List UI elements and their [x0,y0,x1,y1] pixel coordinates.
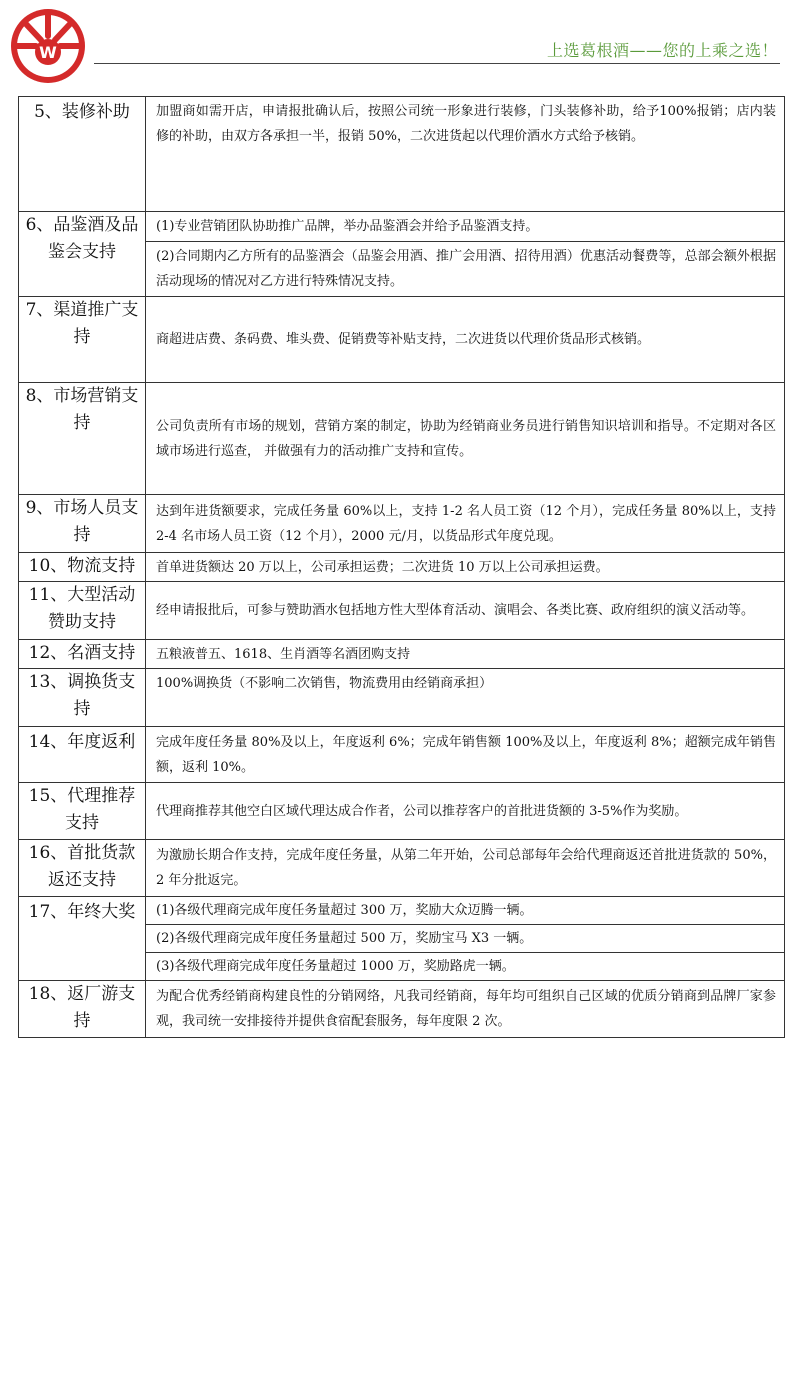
table-row [19,297,785,383]
row-content: 为激励长期合作支持，完成年度任务量，从第二年开始，公司总部每年会给代理商返还首批进货款的 50%，2 年分批返完。 [146,840,785,897]
table-row [19,212,785,242]
table-row [19,640,785,669]
table-row [19,669,785,727]
row-content: 经申请报批后，可参与赞助酒水包括地方性大型体育活动、演唱会、各类比赛、政府组织的演义活动等。 [146,582,785,640]
row-content: (2)各级代理商完成年度任务量超过 500 万，奖励宝马 X3 一辆。 [146,925,785,953]
table-row [19,783,785,840]
row-content: 完成年度任务量 80%及以上，年度返利 6%；完成年销售额 100%及以上，年度返利 8%；超额完成年销售额，返利 10%。 [146,727,785,783]
logo-letter: W [39,43,57,62]
table-row [19,553,785,582]
row-label: 16、首批货款返还支持 [19,840,146,897]
table-row [19,582,785,640]
table-row [19,981,785,1038]
row-content: (1)各级代理商完成年度任务量超过 300 万，奖励大众迈腾一辆。 [146,897,785,925]
row-content: 100%调换货（不影响二次销售，物流费用由经销商承担） [146,669,785,727]
row-label: 12、名酒支持 [19,640,146,669]
row-label: 10、物流支持 [19,553,146,582]
row-label: 7、渠道推广支持 [19,297,146,383]
row-content: 达到年进货额要求，完成任务量 60%以上，支持 1-2 名人员工资（12 个月），完成任务量 80%以上，支持 2-4 名市场人员工资（12 个月），2000 元/月，以货品形式年度兑现。 [146,495,785,553]
row-content: 首单进货额达 20 万以上，公司承担运费；二次进货 10 万以上公司承担运费。 [146,553,785,582]
header-divider [94,63,780,64]
table-row [19,840,785,897]
row-label: 11、大型活动赞助支持 [19,582,146,640]
row-content: 代理商推荐其他空白区域代理达成合作者，公司以推荐客户的首批进货额的 3-5%作为奖励。 [146,783,785,840]
row-content: (3)各级代理商完成年度任务量超过 1000 万，奖励路虎一辆。 [146,953,785,981]
row-label: 13、调换货支持 [19,669,146,727]
brand-logo [8,6,88,86]
row-content: (1)专业营销团队协助推广品牌，举办品鉴酒会并给予品鉴酒支持。 [146,212,785,242]
row-content: 公司负责所有市场的规划，营销方案的制定，协助为经销商业务员进行销售知识培训和指导。不定期对各区域市场进行巡查， 并做强有力的活动推广支持和宣传。 [146,383,785,495]
row-label: 9、市场人员支持 [19,495,146,553]
row-label: 17、年终大奖 [19,897,146,981]
table-row [19,897,785,925]
row-label: 18、返厂游支持 [19,981,146,1038]
row-content: (2)合同期内乙方所有的品鉴酒会（品鉴会用酒、推广会用酒、招待用酒）优惠活动餐费等，总部会额外根据活动现场的情况对乙方进行特殊情况支持。 [146,242,785,297]
table-row [19,727,785,783]
table-row [19,495,785,553]
row-content: 五粮液普五、1618、生肖酒等名酒团购支持 [146,640,785,669]
table-row [19,383,785,495]
row-content: 为配合优秀经销商构建良性的分销网络，凡我司经销商，每年均可组织自己区域的优质分销商到品牌厂家参 观，我司统一安排接待并提供食宿配套服务，每年度限 2 次。 [146,981,785,1038]
row-content: 加盟商如需开店，申请报批确认后，按照公司统一形象进行装修，门头装修补助，给予100%报销；店内装修的补助，由双方各承担一半，报销 50%，二次进货起以代理价酒水方式给予核销。 [146,97,785,212]
row-label: 14、年度返利 [19,727,146,783]
policy-table [18,96,785,1038]
row-label: 6、品鉴酒及品鉴会支持 [19,212,146,297]
slogan: 上选葛根酒——您的上乘之选！ [546,41,778,60]
row-label: 5、装修补助 [19,97,146,212]
row-content: 商超进店费、条码费、堆头费、促销费等补贴支持，二次进货以代理价货品形式核销。 [146,297,785,383]
row-label: 8、市场营销支持 [19,383,146,495]
row-label: 15、代理推荐支持 [19,783,146,840]
table-row [19,97,785,212]
